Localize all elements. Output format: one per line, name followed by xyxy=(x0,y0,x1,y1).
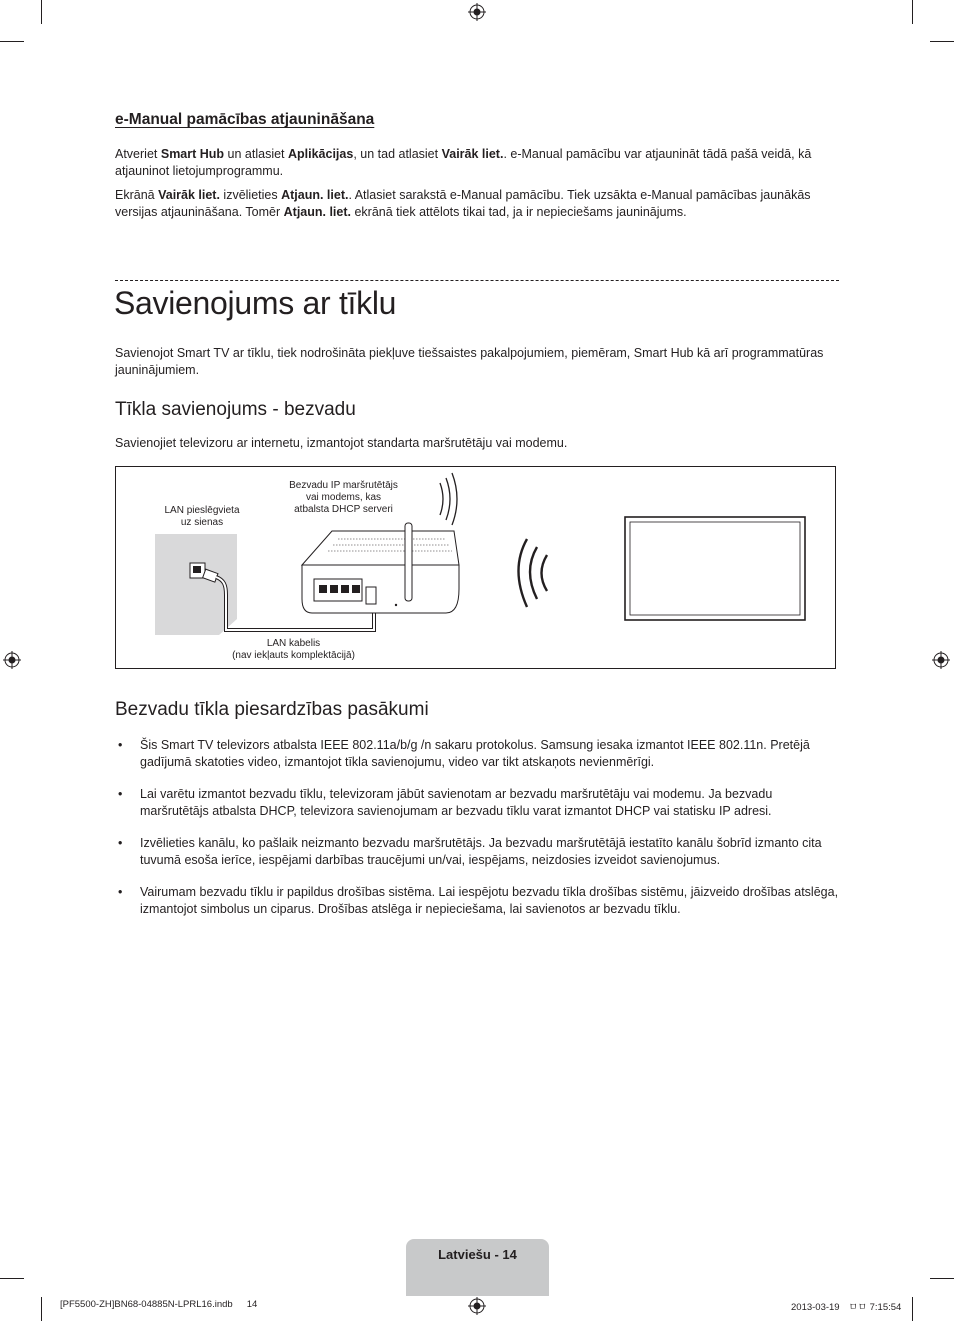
wifi-signal-icon xyxy=(519,539,548,607)
crop-mark xyxy=(41,1297,42,1321)
page-number-tab: Latviešu - 14 xyxy=(406,1239,549,1296)
wireless-text: Savienojiet televizoru ar internetu, izmantojot standarta maršrutētāju vai modemu. xyxy=(115,436,568,450)
page-title: Savienojums ar tīklu xyxy=(114,285,397,321)
wireless-heading: Tīkla savienojums - bezvadu xyxy=(115,399,356,420)
router-icon xyxy=(302,523,459,613)
lan-cable-label: LAN kabelis (nav iekļauts komplektācijā) xyxy=(232,638,355,661)
section-divider xyxy=(115,280,839,281)
lan-port-label: LAN pieslēgvieta uz sienas xyxy=(164,505,240,528)
crop-mark xyxy=(912,1297,913,1321)
list-item: • Vairumam bezvadu tīklu ir papildus drošības sistēma. Lai iespējotu bezvadu tīkla drošības sistēmu, jāizveido drošības atslēga, izmantojot simbolus un ciparus. Drošības atslēga ir nepieciešama, lai savienotos ar bezvadu tīklu. xyxy=(118,885,839,916)
registration-mark-icon xyxy=(468,3,486,21)
precautions-heading: Bezvadu tīkla piesardzības pasākumi xyxy=(115,699,429,720)
wireless-connection-diagram xyxy=(115,466,836,669)
router-label: Bezvadu IP maršrutētājs vai modems, kas atbalsta DHCP serveri xyxy=(289,480,398,515)
bullet-icon: • xyxy=(118,836,123,850)
bullet-icon: • xyxy=(118,738,123,752)
precautions-list xyxy=(115,737,840,933)
crop-mark xyxy=(0,41,24,42)
crop-mark xyxy=(930,41,954,42)
registration-mark-icon xyxy=(468,1297,486,1315)
registration-mark-icon xyxy=(932,651,950,669)
list-item: • Lai varētu izmantot bezvadu tīklu, televizoram jābūt savienotam ar bezvadu maršrutētāju vai modemu. Ja bezvadu maršrutētājs atbalsta DHCP, televizora savienojumam ar bezvadu tīklu varat izmantot DHCP vai statisku IP adresi. xyxy=(118,787,773,818)
emanual-paragraph-1: Atveriet Smart Hub un atlasiet Aplikācijas, un tad atlasiet Vairāk liet.. e-Manual pamācību var atjaunināt tādā pašā veidā, kā atjauninot lietojumprogrammu. xyxy=(115,147,812,178)
crop-mark xyxy=(930,1278,954,1279)
bullet-icon: • xyxy=(118,787,123,801)
registration-mark-icon xyxy=(3,651,21,669)
crop-mark xyxy=(0,1278,24,1279)
wifi-signal-icon xyxy=(440,473,457,525)
list-item: • Izvēlieties kanālu, ko pašlaik neizmanto bezvadu maršrutētājs. Ja bezvadu maršrutētājā iestatīto kanālu šobrīd izmanto cita tuvumā esoša ierīce, iespējami darbības traucējumi un/vai, iespējams, neizdosies izveidot savienojumus. xyxy=(118,836,822,867)
crop-mark xyxy=(912,0,913,24)
footer-timestamp: 2013-03-19 ㅁㅁ 7:15:54 xyxy=(791,1302,902,1313)
crop-mark xyxy=(41,0,42,24)
list-item: • Šis Smart TV televizors atbalsta IEEE 802.11a/b/g /n sakaru protokolus. Samsung iesaka izmantot IEEE 802.11n. Pretējā gadījumā skatoties video, izmantojot tīkla savienojumu, video var tikt atskaņots nevienmērīgi. xyxy=(118,738,810,769)
emanual-update-heading: e-Manual pamācības atjaunināšana xyxy=(115,111,375,128)
emanual-paragraph-2: Ekrānā Vairāk liet. izvēlieties Atjaun. liet.. Atlasiet sarakstā e-Manual pamācību. Tiek uzsākta e-Manual pamācības jaunākās versijas atjaunināšana. Tomēr Atjaun. liet. ekrānā tiek attēlots tikai tad, ja ir nepieciešams jauninājums. xyxy=(115,188,811,219)
bullet-icon: • xyxy=(118,885,123,899)
network-intro: Savienojot Smart TV ar tīklu, tiek nodrošināta piekļuve tiešsaistes pakalpojumiem, piemēram, Smart Hub kā arī programmatūras jauninājumiem. xyxy=(115,346,824,377)
footer-file: [PF5500-ZH]BN68-04885N-LPRL16.indb 14 xyxy=(60,1299,258,1310)
